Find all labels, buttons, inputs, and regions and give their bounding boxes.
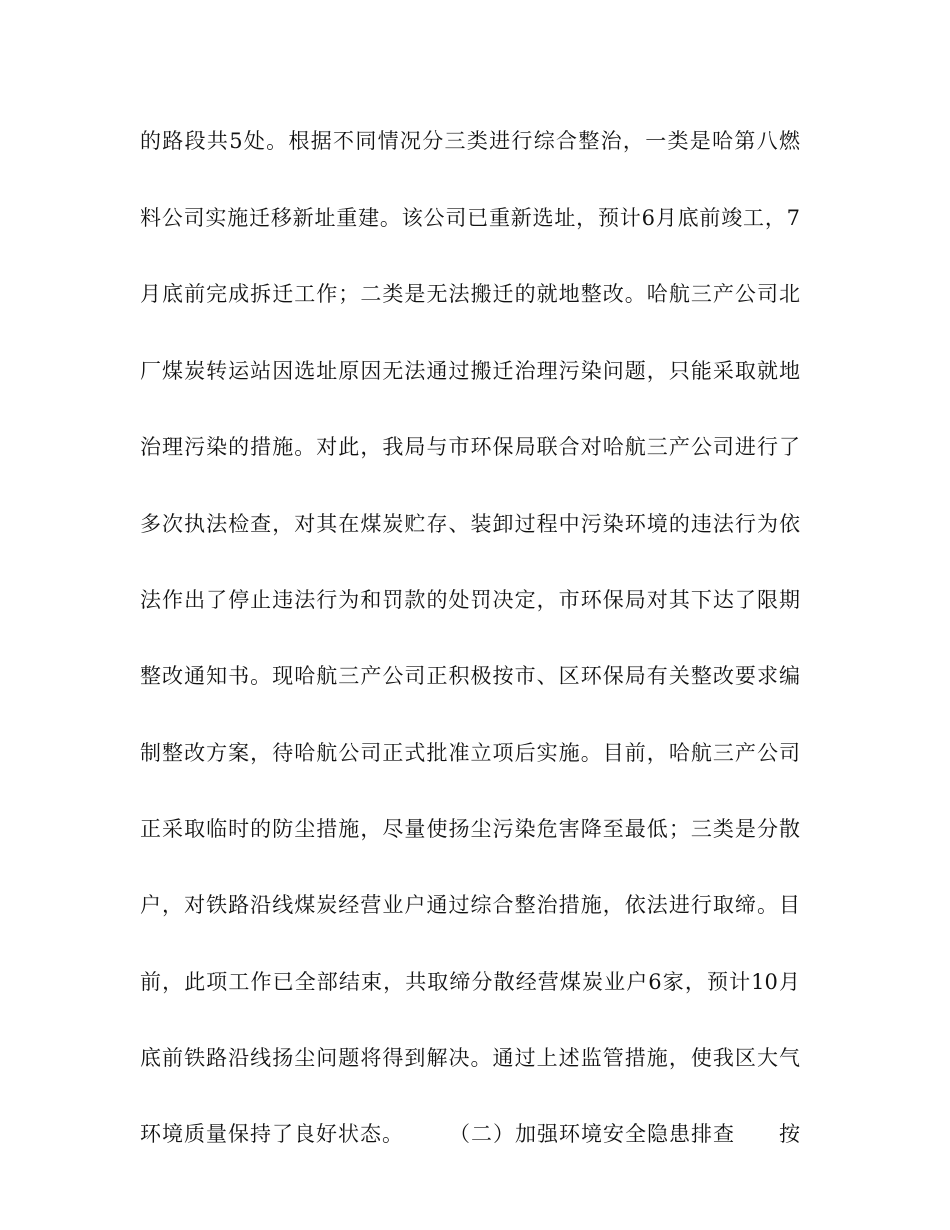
body-text-line: 厂煤炭转运站因选址原因无法通过搬迁治理污染问题，只能采取就地 [140,359,800,383]
body-text-line: 的路段共5处。根据不同情况分三类进行综合整治，一类是哈第八燃 [140,129,800,153]
body-text-line: 多次执法检查，对其在煤炭贮存、装卸过程中污染环境的违法行为依 [140,512,800,536]
body-text-line: 月底前完成拆迁工作；二类是无法搬迁的就地整改。哈航三产公司北 [140,282,800,306]
body-text-line: 户，对铁路沿线煤炭经营业户通过综合整治措施，依法进行取缔。目 [140,893,800,917]
body-text-line: 正采取临时的防尘措施，尽量使扬尘污染危害降至最低；三类是分散 [140,817,800,841]
body-text-line: 整改通知书。现哈航三产公司正积极按市、区环保局有关整改要求编 [140,664,800,688]
body-text-line: 前，此项工作已全部结束，共取缔分散经营煤炭业户6家，预计10月 [140,970,800,994]
body-text-line: 底前铁路沿线扬尘问题将得到解决。通过上述监管措施，使我区大气 [140,1046,800,1070]
body-text-line: 料公司实施迁移新址重建。该公司已重新选址，预计6月底前竣工，7 [140,206,800,230]
body-text-line: 制整改方案，待哈航公司正式批准立项后实施。目前，哈航三产公司 [140,741,800,765]
body-text-line: 法作出了停止违法行为和罚款的处罚决定，市环保局对其下达了限期 [140,588,800,612]
body-text-line: 环境质量保持了良好状态。 （二）加强环境安全隐患排查 按 [140,1122,800,1146]
body-text-line: 治理污染的措施。对此，我局与市环保局联合对哈航三产公司进行了 [140,435,800,459]
